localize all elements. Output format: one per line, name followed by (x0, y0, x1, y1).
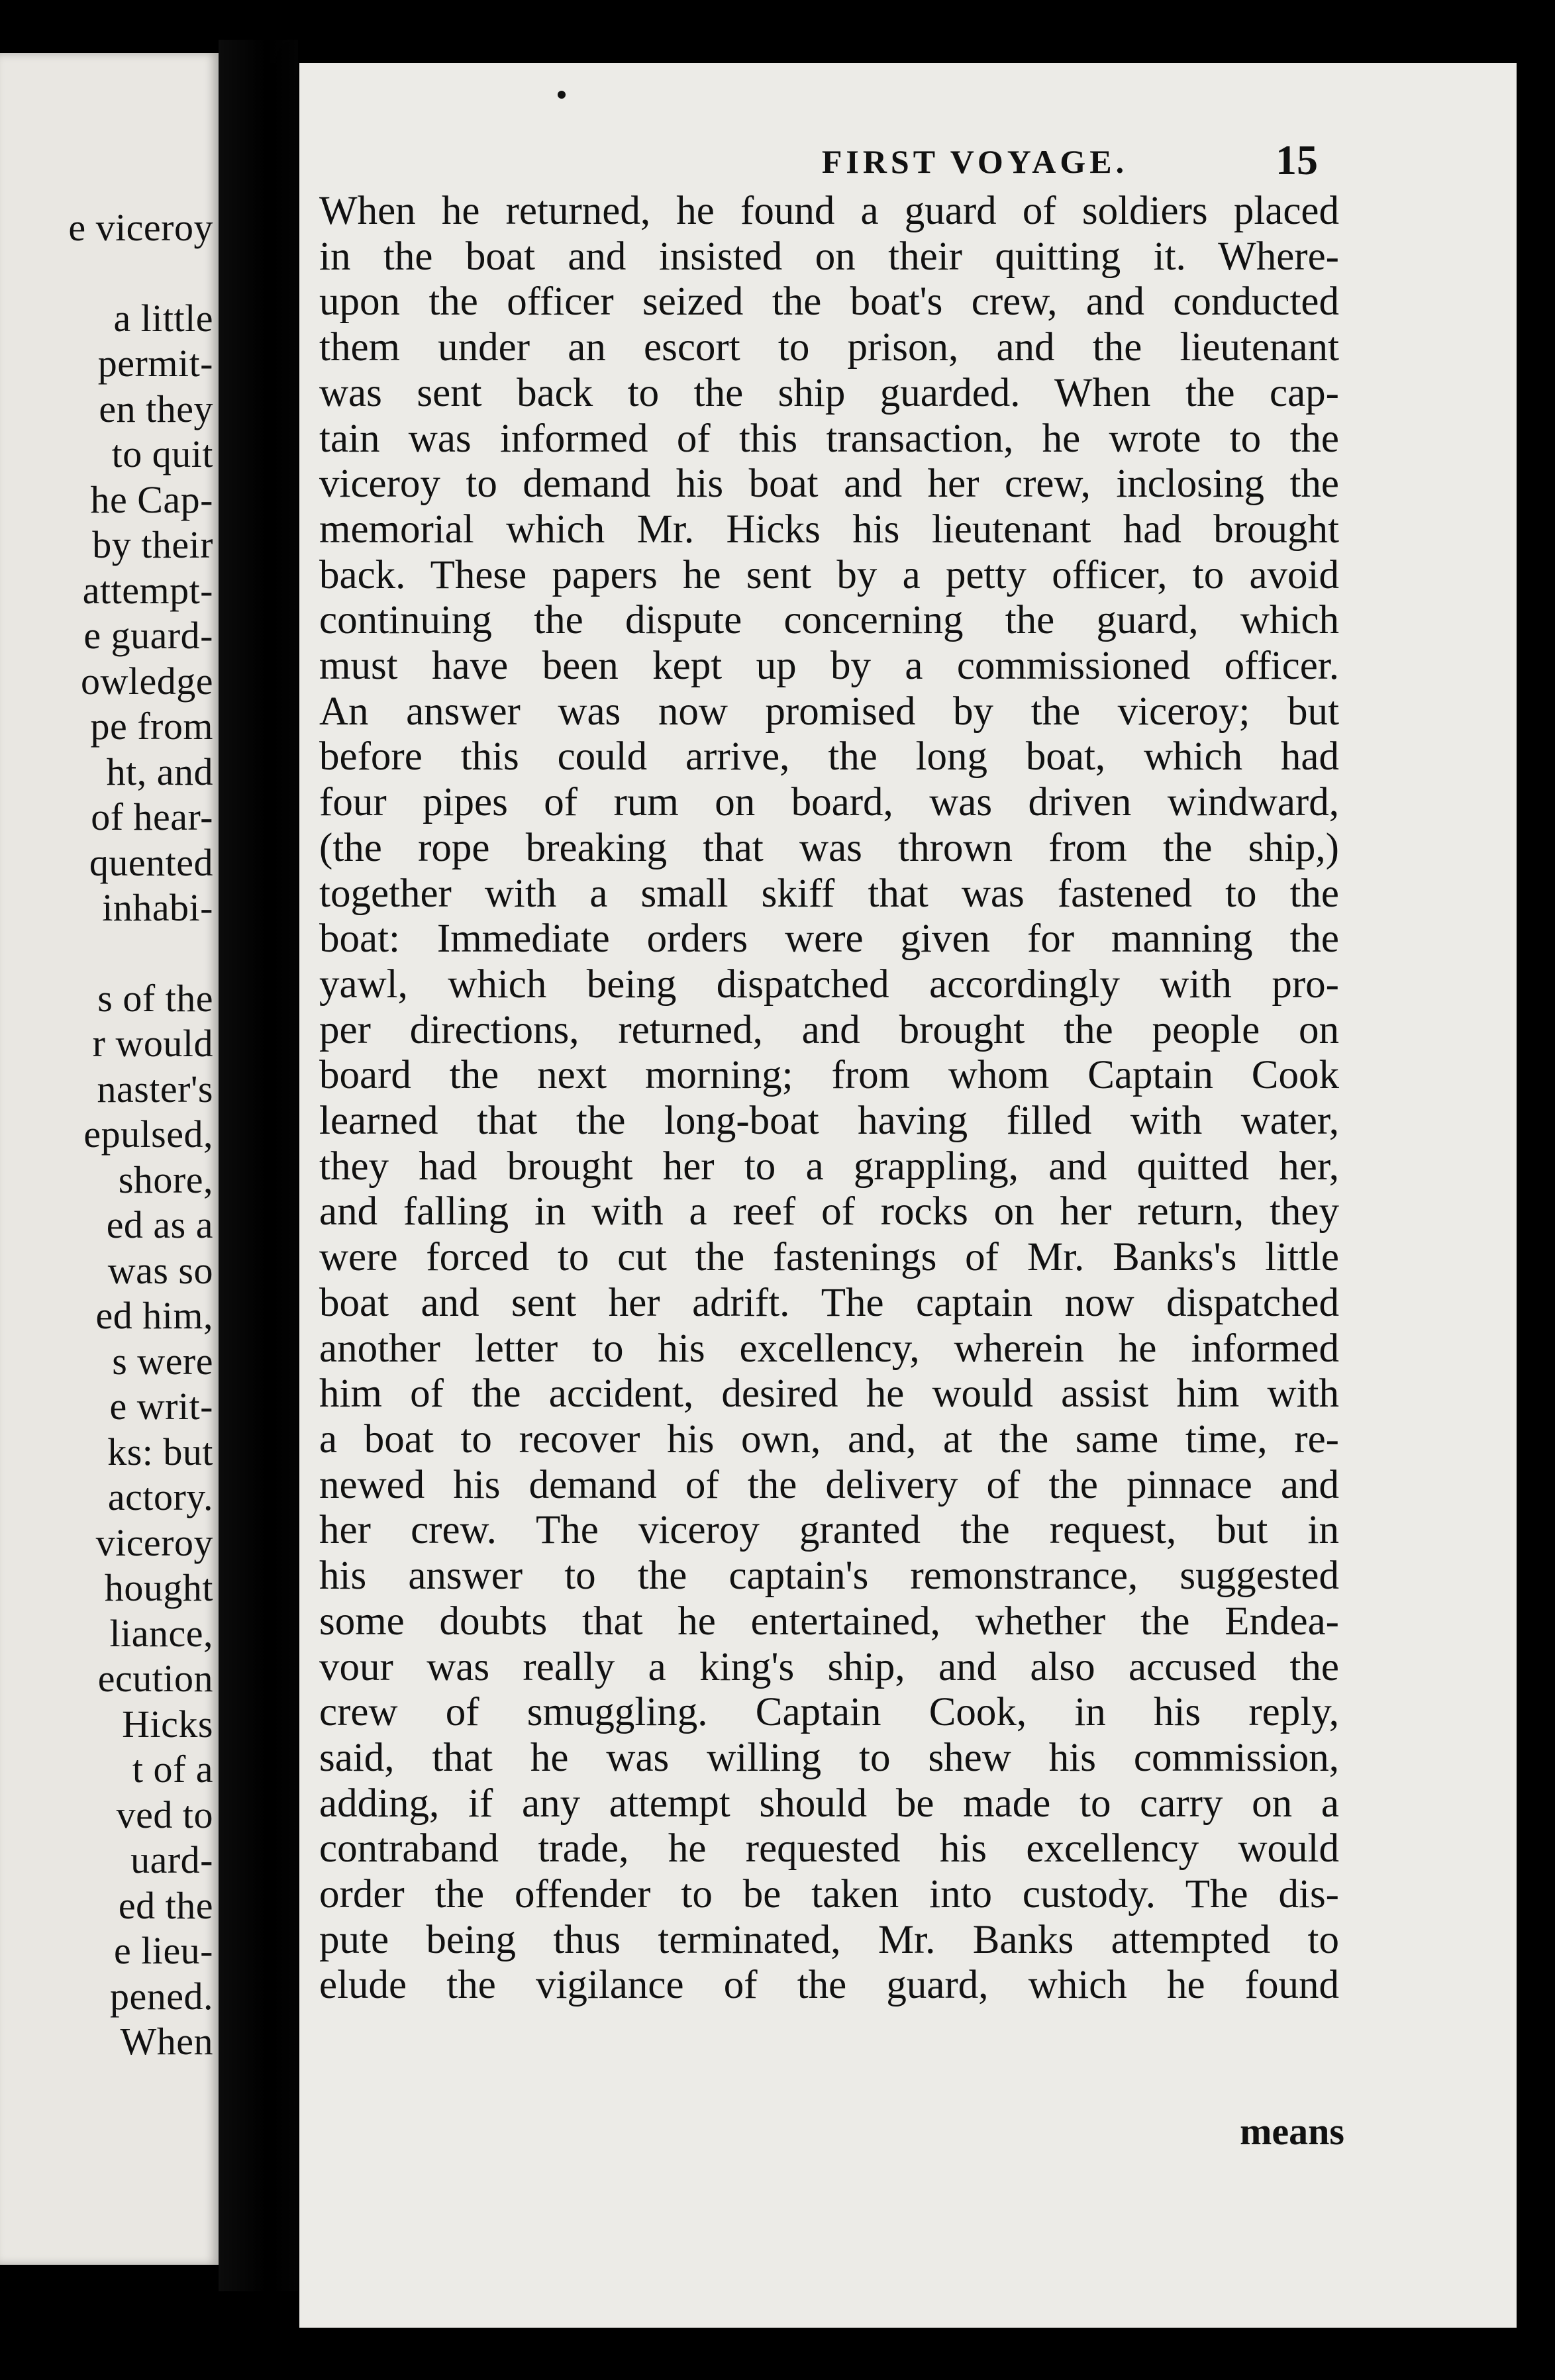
text-line: continuing the dispute concerning the guard, which (319, 598, 1339, 643)
left-page-text-fragment: ed him, (95, 1294, 213, 1337)
text-line: a boat to recover his own, and, at the same time, re- (319, 1416, 1339, 1462)
left-page-text-fragment: Hicks (122, 1702, 213, 1746)
left-page-text-fragment: naster's (97, 1067, 213, 1111)
body-text (319, 189, 1339, 2008)
left-page-text-fragment: s were (112, 1339, 213, 1383)
left-page-text-fragment: e lieu- (113, 1929, 213, 1972)
text-line: vour was really a king's ship, and also accused the (319, 1644, 1339, 1689)
left-page-text-fragment: he Cap- (90, 477, 213, 521)
running-head: FIRST VOYAGE. (821, 143, 1129, 180)
left-page-text-fragment: e viceroy (68, 206, 213, 249)
text-line: together with a small skiff that was fastened to the (319, 871, 1339, 916)
left-page-text-fragment: owledge (81, 659, 213, 703)
left-page-text-fragment: actory. (107, 1475, 213, 1518)
text-line: adding, if any attempt should be made to carry on a (319, 1781, 1339, 1826)
left-page-text-fragment: viceroy (95, 1520, 213, 1564)
left-page-text-fragment: When (120, 2020, 213, 2063)
text-line: another letter to his excellency, wherein he informed (319, 1326, 1339, 1371)
text-line: tain was informed of this transaction, he wrote to the (319, 416, 1339, 461)
left-page-text-fragment: to quit (111, 432, 213, 475)
text-line: memorial which Mr. Hicks his lieutenant had brought (319, 507, 1339, 552)
text-line: elude the vigilance of the guard, which he found (319, 1963, 1339, 2008)
text-line: When he returned, he found a guard of soldiers placed (319, 189, 1339, 233)
left-page-text-fragment: inhabi- (102, 886, 213, 929)
text-line: four pipes of rum on board, was driven windward, (319, 780, 1339, 825)
text-line: per directions, returned, and brought the people on (319, 1007, 1339, 1052)
text-line: must have been kept up by a commissioned officer. (319, 644, 1339, 689)
text-line: his answer to the captain's remonstrance, suggested (319, 1554, 1339, 1599)
catchword: means (1240, 2110, 1344, 2153)
ink-speck (558, 91, 566, 99)
text-line: back. These papers he sent by a petty officer, to avoid (319, 552, 1339, 597)
left-page-text-fragment: en they (99, 387, 213, 430)
left-page-text-fragment: uard- (130, 1838, 213, 1881)
text-line: board the next morning; from whom Captain Cook (319, 1053, 1339, 1098)
left-page-text-fragment: r would (92, 1022, 213, 1065)
left-page-text-fragment: liance, (109, 1611, 213, 1655)
left-page-text-fragment: ht, and (106, 750, 213, 793)
main-page (299, 63, 1517, 2328)
text-line: order the offender to be taken into custody. The dis- (319, 1872, 1339, 1917)
left-page-text-fragment: epulsed, (83, 1113, 213, 1156)
left-page-text-fragment: ed as a (106, 1203, 213, 1246)
left-page-text-fragment: ecution (97, 1657, 213, 1700)
left-page-text-fragment: quented (89, 840, 213, 884)
text-line: they had brought her to a grappling, and quitted her, (319, 1144, 1339, 1189)
left-page-text-fragment: permit- (97, 342, 213, 385)
left-page-text-fragment: ed the (118, 1883, 213, 1927)
text-line: were forced to cut the fastenings of Mr. Banks's little (319, 1235, 1339, 1280)
text-line: yawl, which being dispatched accordingly with pro- (319, 962, 1339, 1007)
left-page-text-fragment: by their (92, 523, 213, 566)
text-line: him of the accident, desired he would assist him with (319, 1371, 1339, 1416)
left-page-text-fragment: t of a (132, 1748, 213, 1791)
left-page-text-fragment: ks: but (107, 1430, 213, 1473)
text-line: said, that he was willing to shew his commission, (319, 1735, 1339, 1780)
text-line: and falling in with a reef of rocks on her return, they (319, 1189, 1339, 1234)
text-line: them under an escort to prison, and the lieutenant (319, 325, 1339, 370)
left-page-text-fragment: pened. (110, 1974, 213, 2018)
left-page-text-fragment: s of the (97, 976, 213, 1020)
page-gutter (219, 40, 298, 2291)
text-line: viceroy to demand his boat and her crew, inclosing the (319, 462, 1339, 507)
text-line: was sent back to the ship guarded. When the cap- (319, 370, 1339, 415)
left-page-text-fragment: of hear- (91, 795, 213, 838)
left-page-text-fragment: attempt- (82, 568, 213, 612)
text-line: before this could arrive, the long boat, which had (319, 734, 1339, 779)
text-line: An answer was now promised by the viceroy; but (319, 689, 1339, 734)
text-line: boat and sent her adrift. The captain now dispatched (319, 1280, 1339, 1325)
left-page-text-fragment: shore, (118, 1158, 213, 1201)
left-page-text-fragment: e writ- (109, 1385, 213, 1428)
left-page-text-fragment: pe from (90, 705, 213, 748)
text-line: contraband trade, he requested his excellency would (319, 1826, 1339, 1871)
left-page-text-fragment: a little (113, 296, 213, 340)
text-line: in the boat and insisted on their quitting it. Where- (319, 234, 1339, 279)
text-line: learned that the long-boat having filled with water, (319, 1099, 1339, 1144)
left-page-fragment (0, 53, 219, 2265)
left-page-text-fragment: was so (107, 1248, 213, 1292)
text-line: some doubts that he entertained, whether the Endea- (319, 1599, 1339, 1644)
text-line: crew of smuggling. Captain Cook, in his reply, (319, 1690, 1339, 1735)
left-page-text-fragment: ved to (116, 1793, 213, 1836)
text-line: her crew. The viceroy granted the request, but in (319, 1508, 1339, 1553)
page-number: 15 (1276, 136, 1318, 183)
text-line: newed his demand of the delivery of the pinnace and (319, 1462, 1339, 1507)
left-page-text-fragment: e guard- (83, 614, 213, 657)
left-page-text-fragment: hought (104, 1566, 213, 1609)
text-line: upon the officer seized the boat's crew, and conducted (319, 279, 1339, 324)
text-line: (the rope breaking that was thrown from the ship,) (319, 825, 1339, 870)
text-line: pute being thus terminated, Mr. Banks attempted to (319, 1917, 1339, 1962)
text-line: boat: Immediate orders were given for manning the (319, 917, 1339, 962)
